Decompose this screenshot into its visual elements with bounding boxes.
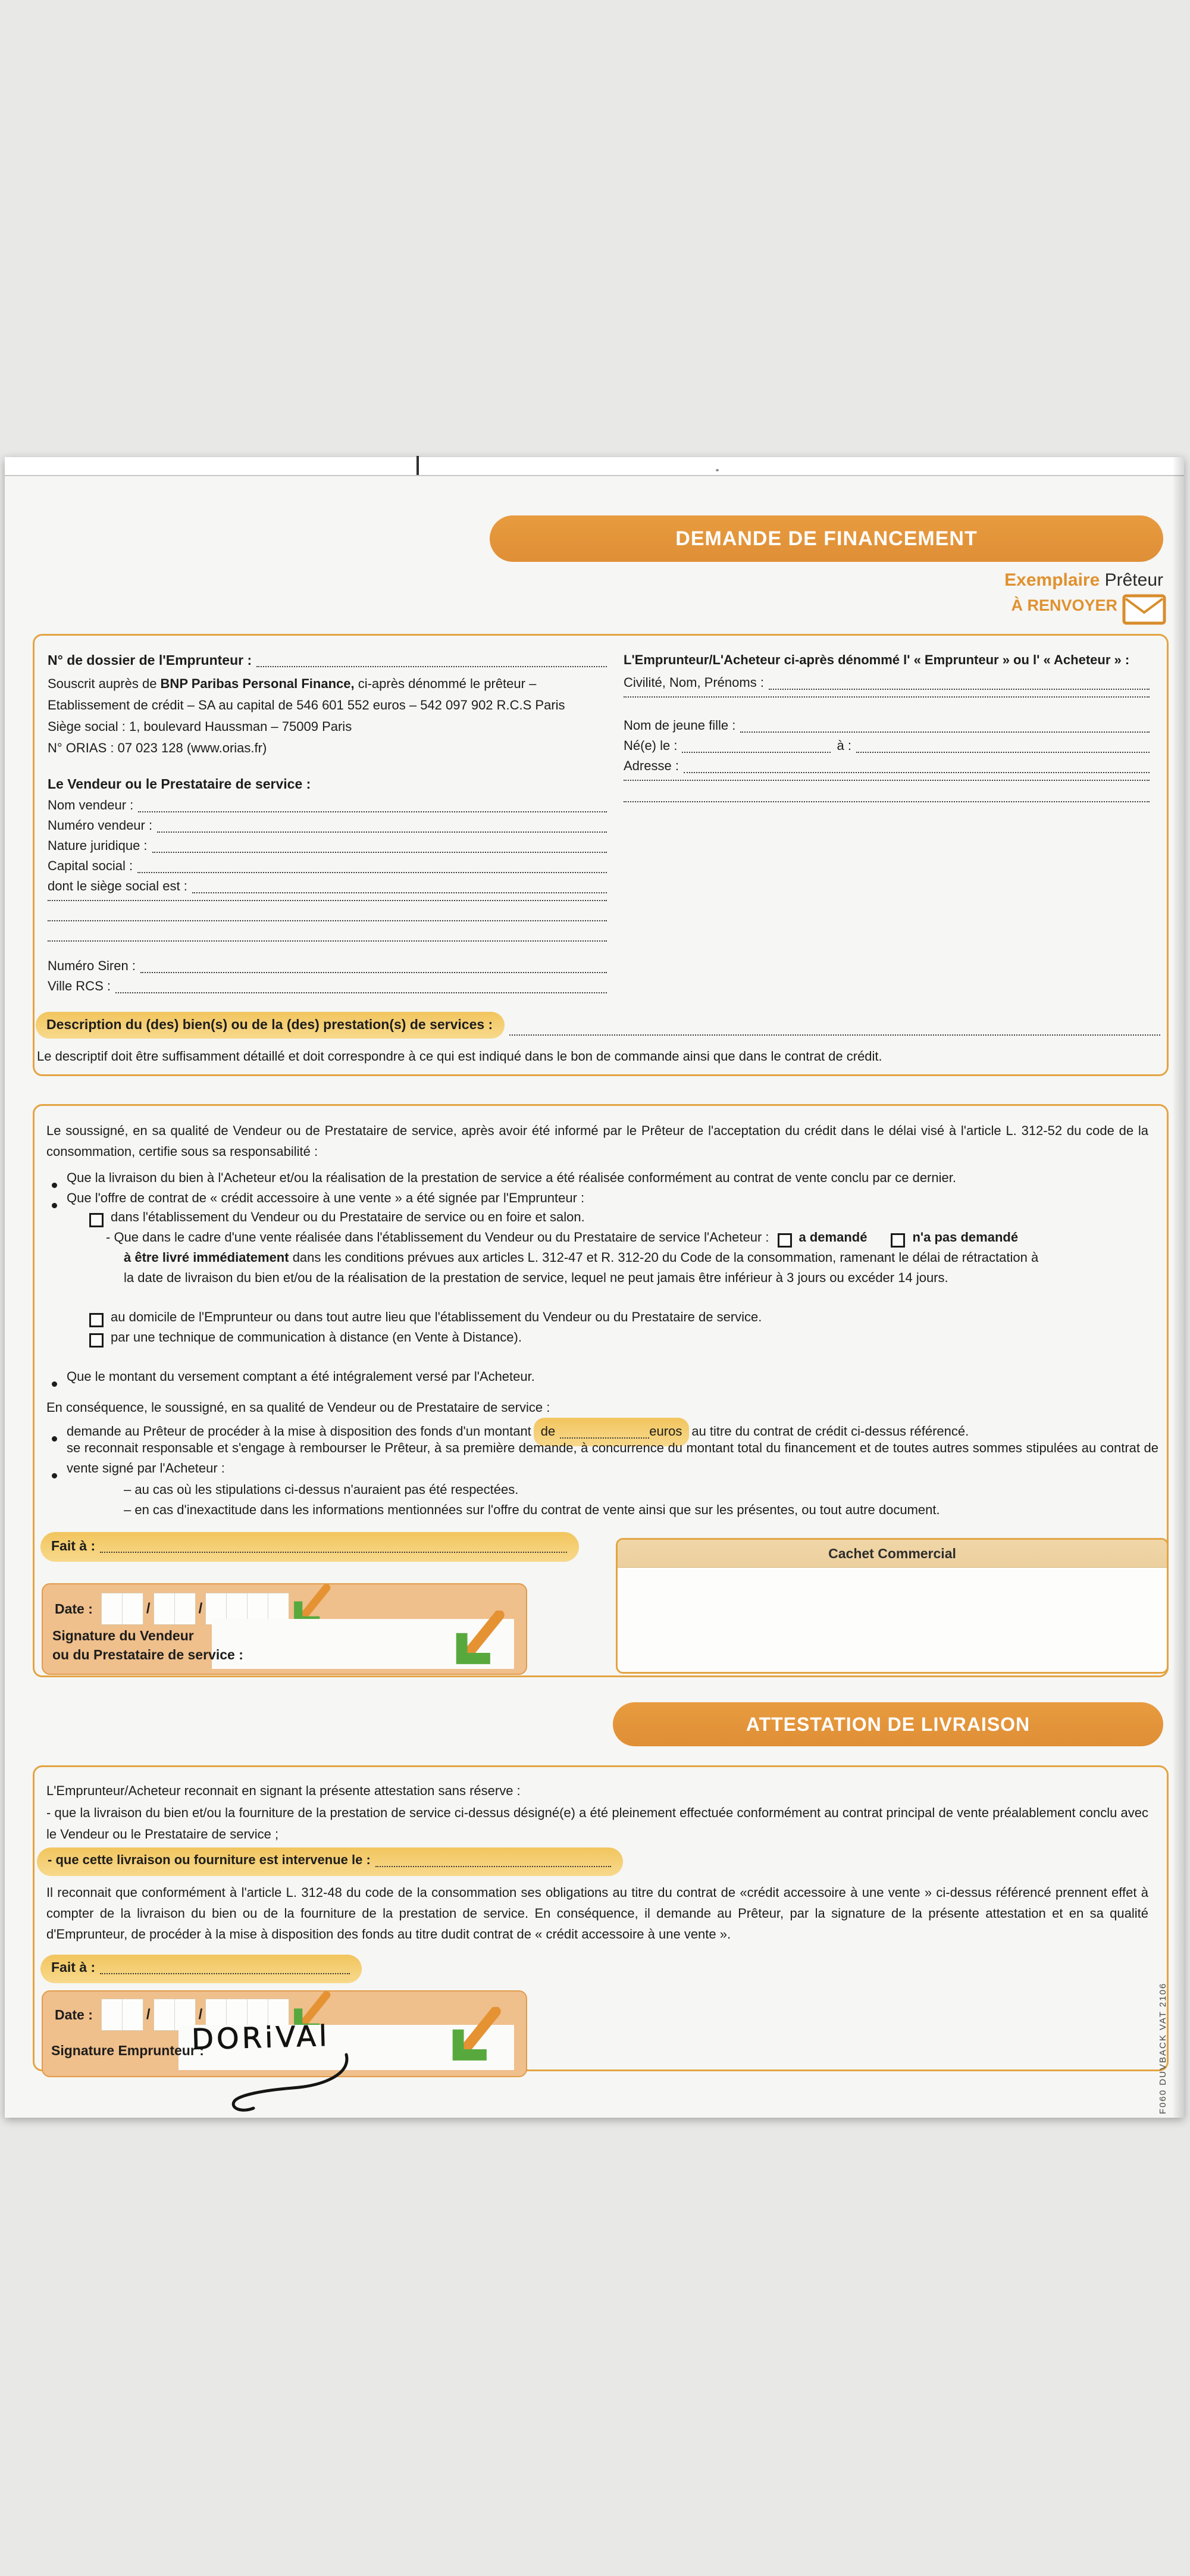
page-edge-shadow (1173, 457, 1184, 2118)
ne-a-field (856, 751, 1150, 753)
lender-line-1 (48, 674, 536, 694)
dotted-line (624, 800, 1150, 802)
civilite-field (769, 687, 1150, 690)
description-note: Le descriptif doit être suffisamment détaillé et doit correspondre à ce qui est indiqué dans le bon de commande ainsi que dans le contrat de crédit. (37, 1049, 882, 1064)
attestation-paragraph: Il reconnait que conformément à l'article L. 312-48 du code de la consommation ses obligations au titre du contrat de «crédit accessoire à une vente » ci-dessus référencé prennent effet à compter de la livraison du bien ou de la fourniture de la prestation de service. En conséquence, il demande au Prêteur, par la signature de la présente attestation et en sa qualité d'Emprunteur, de procéder à la mise à disposition des fonds au titre dudit contrat de « crédit accessoire à une vente ». (46, 1885, 1148, 1942)
siege-social-extra-line (48, 899, 607, 904)
description-label: Description du (des) bien(s) ou de la (des) prestation(s) de services : (46, 1017, 493, 1032)
dotted-line (48, 899, 607, 901)
form-title-banner (490, 515, 1163, 562)
nom-jeune-fille-field (740, 730, 1150, 733)
nom-vendeur-label: Nom vendeur : (48, 798, 134, 812)
ne-a-label: à : (837, 738, 851, 753)
borrower-heading: L'Emprunteur/L'Acheteur ci-après dénommé l' « Emprunteur » ou l' « Acheteur » : (624, 652, 1130, 667)
numero-siren-field (140, 971, 607, 973)
a-demande-label: a demandé (798, 1230, 868, 1245)
checkbox-domicile (89, 1313, 104, 1327)
amount-de: de (540, 1424, 556, 1439)
scan-artifact-speck (716, 469, 719, 471)
date-label: Date : (55, 1601, 93, 1617)
file-number-field (256, 665, 607, 667)
copy-label: Exemplaire (1004, 570, 1100, 590)
delivery-date-row (37, 1847, 623, 1876)
description-field (509, 1033, 1160, 1036)
amount-euros: euros (649, 1424, 682, 1439)
siege-social-extra-line (48, 919, 607, 924)
certification-bullet-5 (51, 1438, 1158, 1478)
numero-vendeur-label: Numéro vendeur : (48, 818, 153, 833)
fait-a-row-emprunteur (40, 1955, 362, 1983)
scan-artifact-tick (416, 456, 419, 475)
checkbox-na-pas-demande (891, 1233, 905, 1248)
return-label: À RENVOYER (1011, 596, 1117, 614)
civilite-extra-line (624, 695, 1150, 701)
livre-immediatement-rest: dans les conditions prévues aux articles L. 312-47 et R. 312-20 du Code de la consommation, ramenant le délai de rétractation à (289, 1250, 1039, 1265)
commercial-stamp-title: Cachet Commercial (828, 1545, 956, 1561)
bullet-icon (52, 1381, 57, 1387)
adresse-label: Adresse : (624, 758, 679, 773)
adresse-extra-line (624, 800, 1150, 805)
page-top-edge (5, 457, 1184, 476)
fait-a-field (100, 1550, 567, 1553)
checkbox-domicile-label: au domicile de l'Emprunteur ou dans tout autre lieu que l'établissement du Vendeur ou du Prestataire de service. (111, 1309, 762, 1324)
siege-social-label: dont le siège social est : (48, 879, 187, 893)
sign-here-arrow-icon (450, 1611, 508, 1669)
capital-social-label: Capital social : (48, 858, 133, 873)
date-separator: / (198, 2006, 203, 2022)
checkbox-row-etablissement (89, 1207, 1154, 1227)
date-day-cells (101, 1999, 143, 2031)
fait-a-label: Fait à : (51, 1959, 96, 1975)
checkbox-a-demande (778, 1233, 792, 1248)
bullet-5-text: se reconnait responsable et s'engage à rembourser le Prêteur, à sa première demande, à concurrence du montant total du financement et de toutes autres sommes stipulées au contrat de vente signé par l'Acheteur : (67, 1440, 1158, 1475)
attestation-line-1: - que la livraison du bien et/ou la fourniture de la prestation de service ci-dessus désigné(e) a été pleinement effectuée conformément au contrat principal de vente préalablement conclu avec le Vendeur ou le Prestataire de service ; (46, 1805, 1148, 1842)
fait-a-field (100, 1972, 350, 1974)
commercial-stamp-header (618, 1540, 1167, 1568)
ne-le-label: Né(e) le : (624, 738, 678, 753)
form-reference-code: F060 DUVBACK VAT 2106 (1158, 1982, 1168, 2114)
fait-a-row-vendeur (40, 1532, 579, 1562)
field-nom-jeune-fille (624, 715, 1150, 736)
field-siege-social (48, 876, 607, 896)
field-nom-vendeur (48, 795, 607, 815)
vendor-signature-label-1: Signature du Vendeur (52, 1628, 194, 1643)
form-title: DEMANDE DE FINANCEMENT (675, 527, 978, 550)
certification-bullet-3 (51, 1367, 1157, 1387)
field-numero-vendeur (48, 815, 607, 836)
bullet-icon (52, 1183, 57, 1188)
commercial-stamp-box (616, 1538, 1169, 1674)
signature-flourish (208, 2051, 357, 2118)
capital-social-field (137, 871, 607, 873)
adresse-extra-line (624, 779, 1150, 784)
checkbox-etablissement-label: dans l'établissement du Vendeur ou du Prestataire de service ou en foire et salon. (111, 1209, 585, 1224)
checkbox-row-distance (89, 1327, 1154, 1348)
date-label: Date : (55, 2007, 93, 2022)
amount-post-text: au titre du contrat de crédit ci-dessus référencé. (691, 1424, 969, 1439)
date-separator: / (146, 1600, 151, 1617)
field-capital-social (48, 856, 607, 876)
sub-row-vente-etablissement (106, 1227, 1018, 1248)
checkbox-row-domicile (89, 1307, 1154, 1327)
nature-juridique-label: Nature juridique : (48, 838, 148, 853)
livraison-immediate-line-1 (124, 1248, 1038, 1268)
consequence-line: En conséquence, le soussigné, en sa qualité de Vendeur ou de Prestataire de service : (46, 1400, 550, 1415)
field-civilite (624, 673, 1150, 693)
dotted-line (48, 919, 607, 921)
numero-siren-label: Numéro Siren : (48, 958, 136, 973)
fait-a-label: Fait à : (51, 1538, 96, 1553)
dash-line-1: – au cas où les stipulations ci-dessus n'auraient pas été respectées. (124, 1482, 519, 1497)
bullet-1-text: Que la livraison du bien à l'Acheteur et/ou la réalisation de la prestation de service a été réalisée conformément au contrat de vente conclu par ce dernier. (67, 1170, 956, 1185)
certification-bullet-2 (51, 1188, 1157, 1208)
nom-jeune-fille-label: Nom de jeune fille : (624, 718, 736, 733)
attestation-title-banner (613, 1702, 1163, 1746)
lender-subscribed-post: ci-après dénommé le prêteur – (354, 676, 537, 691)
field-numero-siren (48, 956, 607, 976)
attestation-title: ATTESTATION DE LIVRAISON (746, 1714, 1031, 1735)
vendor-heading: Le Vendeur ou le Prestataire de service : (48, 776, 311, 792)
borrower-signature-label: Signature Emprunteur : (51, 2043, 204, 2058)
nature-juridique-field (152, 851, 607, 853)
bullet-2-text: Que l'offre de contrat de « crédit accessoire à une vente » a été signée par l'Emprunteur : (67, 1190, 585, 1205)
date-day-cells (101, 1593, 143, 1625)
dash-line-2: – en cas d'inexactitude dans les informations mentionnées sur l'offre du contrat de vente ainsi que sur les présentes, ou tout autre document. (124, 1502, 940, 1517)
description-highlight (36, 1012, 505, 1039)
field-ne-le (624, 736, 1150, 756)
amount-pre-text: demande au Prêteur de procéder à la mise à disposition des fonds d'un montant (67, 1424, 531, 1439)
checkbox-distance (89, 1333, 104, 1348)
na-pas-demande-label: n'a pas demandé (912, 1230, 1019, 1245)
ne-le-field (682, 751, 831, 753)
lender-line-3: Siège social : 1, boulevard Haussman – 75009 Paris (48, 719, 352, 734)
date-separator: / (146, 2006, 151, 2022)
numero-vendeur-field (157, 830, 607, 833)
date-month-cells (154, 1593, 196, 1625)
livre-immediatement-bold: à être livré immédiatement (124, 1250, 289, 1265)
lender-line-4: N° ORIAS : 07 023 128 (www.orias.fr) (48, 740, 267, 755)
vendor-signature-label-2: ou du Prestataire de service : (52, 1647, 243, 1662)
envelope-icon (1122, 594, 1166, 625)
ville-rcs-field (115, 991, 607, 993)
checkbox-distance-label: par une technique de communication à distance (en Vente à Distance). (111, 1330, 522, 1345)
siege-social-field (192, 891, 607, 893)
sub1-text: - Que dans le cadre d'une vente réalisée dans l'établissement du Vendeur ou du Prestataire de service l'Acheteur : (106, 1230, 769, 1245)
checkbox-etablissement (89, 1213, 104, 1227)
description-row (36, 1012, 1160, 1039)
bullet-3-text: Que le montant du versement comptant a été intégralement versé par l'Acheteur. (67, 1369, 535, 1384)
date-separator: / (198, 1600, 203, 1617)
sign-here-arrow-icon (446, 2007, 505, 2065)
adresse-field (684, 771, 1150, 773)
dotted-line (624, 779, 1150, 781)
dotted-line (48, 939, 607, 942)
civilite-label: Civilité, Nom, Prénoms : (624, 675, 764, 690)
copy-label-line (714, 570, 1163, 590)
field-ville-rcs (48, 976, 607, 996)
lender-line-2: Etablissement de crédit – SA au capital de 546 601 552 euros – 542 097 902 R.C.S Paris (48, 698, 565, 712)
attestation-intro: L'Emprunteur/Acheteur reconnait en signant la présente attestation sans réserve : (46, 1783, 521, 1798)
delivery-date-label: - que cette livraison ou fourniture est intervenue le : (48, 1852, 371, 1867)
file-number-label: N° de dossier de l'Emprunteur : (48, 652, 252, 668)
dotted-line (624, 695, 1150, 698)
handwritten-signature: DORiVAl (191, 2019, 331, 2057)
bullet-icon (52, 1473, 57, 1478)
ville-rcs-label: Ville RCS : (48, 978, 111, 993)
field-adresse (624, 756, 1150, 776)
certification-intro: Le soussigné, en sa qualité de Vendeur ou de Prestataire de service, après avoir été informé par le Prêteur de l'acceptation du crédit dans le délai visé à l'article L. 312-52 du code de la consommation, certifie sous sa responsabilité : (46, 1123, 1148, 1159)
delivery-date-field (375, 1865, 611, 1867)
certification-bullet-1 (51, 1168, 1157, 1188)
lender-subscribed-pre: Souscrit auprès de (48, 676, 161, 691)
copy-value: Prêteur (1104, 570, 1163, 590)
bullet-icon (52, 1203, 57, 1208)
field-file-number (48, 650, 607, 670)
lender-name: BNP Paribas Personal Finance, (160, 676, 355, 691)
siege-social-extra-line (48, 939, 607, 945)
livraison-immediate-line-2: la date de livraison du bien et/ou de la réalisation de la prestation de service, lequel ne peut jamais être inférieur à 3 jours ou excéder 14 jours. (124, 1270, 948, 1285)
field-nature-juridique (48, 836, 607, 856)
nom-vendeur-field (138, 810, 607, 812)
